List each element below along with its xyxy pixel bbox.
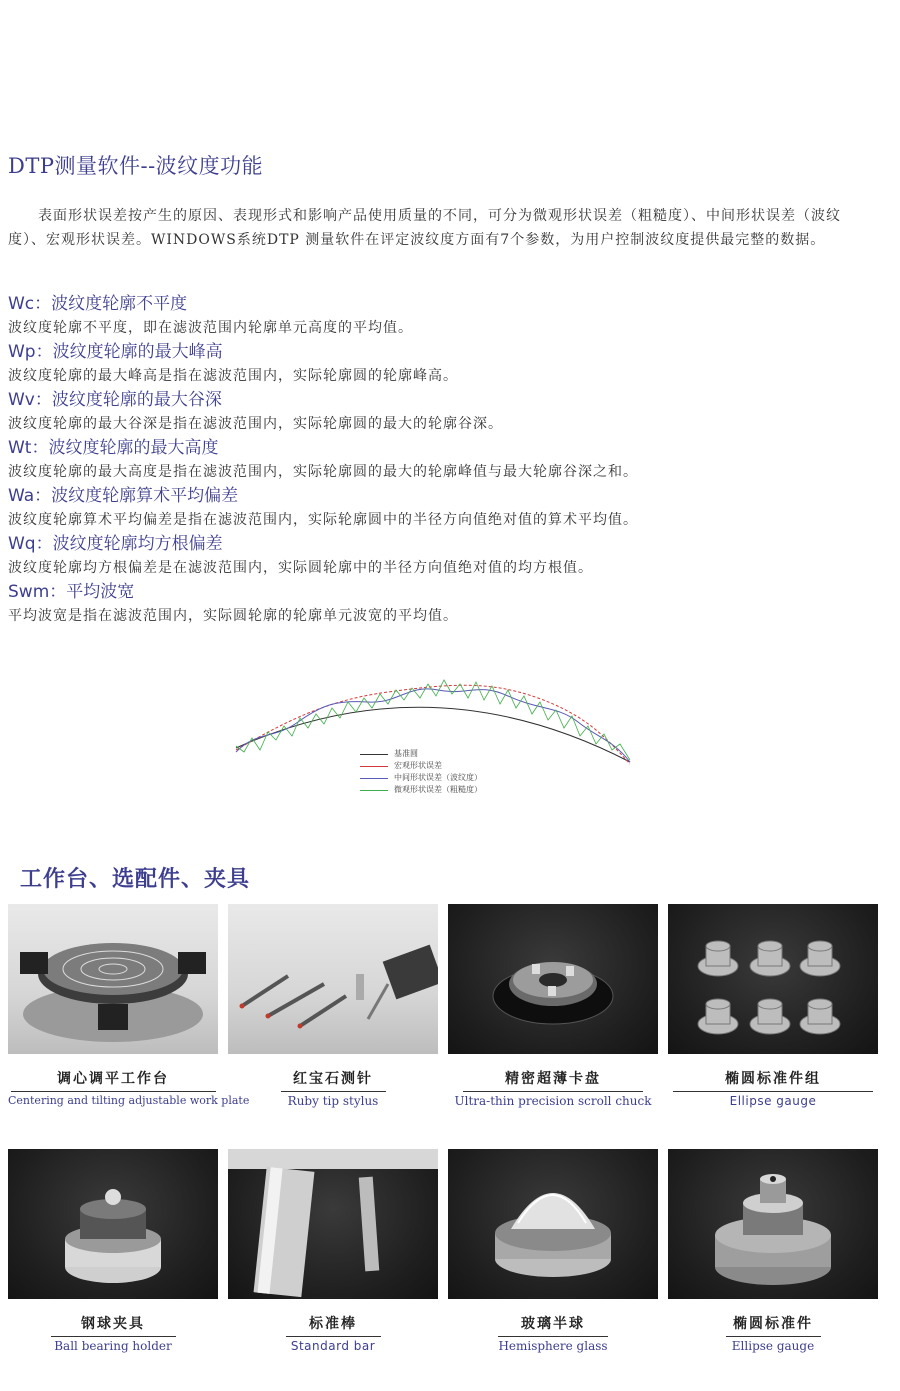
stylus-icon bbox=[228, 904, 438, 1054]
param-heading: Wv：波纹度轮廓的最大谷深 bbox=[8, 390, 222, 410]
product-card bbox=[448, 1149, 658, 1353]
product-name-cn: 精密超薄卡盘 bbox=[505, 1071, 601, 1087]
param-heading: Wt：波纹度轮廓的最大高度 bbox=[8, 438, 219, 458]
param-description: 波纹度轮廓不平度，即在滤波范围内轮廓单元高度的平均值。 bbox=[8, 320, 413, 336]
product-card bbox=[448, 904, 658, 1108]
product-name-en: Ultra-thin precision scroll chuck bbox=[454, 1094, 652, 1108]
param-description: 波纹度轮廓的最大高度是指在滤波范围内，实际轮廓圆的最大的轮廓峰值与最大轮廓谷深之和。 bbox=[8, 464, 638, 480]
product-name-en: Ellipse gauge bbox=[729, 1094, 817, 1108]
product-name-cn: 标准棒 bbox=[309, 1316, 357, 1332]
product-name-cn: 钢球夹具 bbox=[81, 1316, 145, 1332]
param-description: 波纹度轮廓均方根偏差是在滤波范围内，实际圆轮廓中的半径方向值绝对值的均方根值。 bbox=[8, 560, 593, 576]
divider bbox=[726, 1336, 821, 1337]
param-heading: Wp：波纹度轮廓的最大峰高 bbox=[8, 342, 223, 362]
product-name-en: Ball bearing holder bbox=[54, 1339, 172, 1353]
product-card bbox=[228, 904, 438, 1108]
legend-label: 中间形状误差（波纹度） bbox=[394, 773, 482, 782]
product-name-en: Standard bar bbox=[290, 1339, 376, 1353]
gauge-set-icon bbox=[668, 904, 878, 1054]
divider bbox=[463, 1091, 643, 1092]
product-card bbox=[8, 1149, 218, 1353]
intro-paragraph: 表面形状误差按产生的原因、表现形式和影响产品使用质量的不同，可分为微观形状误差（粗糙度）、中间形状误差（波纹度）、宏观形状误差。WINDOWS系统DTP 测量软件在评定波纹度方面有7个参数，为用户控制波纹度提供最完整的数据。 bbox=[8, 208, 841, 248]
product-name-en: Centering and tilting adjustable work plate bbox=[8, 1094, 250, 1107]
ellipse-gauge-icon bbox=[668, 1149, 878, 1299]
standard-bar-icon bbox=[228, 1149, 438, 1299]
product-card bbox=[8, 904, 250, 1107]
divider bbox=[498, 1336, 608, 1337]
param-description: 平均波宽是指在滤波范围内，实际圆轮廓的轮廓单元波宽的平均值。 bbox=[8, 608, 458, 624]
product-name-en: Ruby tip stylus bbox=[287, 1094, 379, 1108]
param-description: 波纹度轮廓的最大谷深是指在滤波范围内，实际轮廓圆的最大的轮廓谷深。 bbox=[8, 416, 503, 432]
product-card bbox=[668, 1149, 878, 1353]
product-name-en: Hemisphere glass bbox=[498, 1339, 608, 1353]
legend-label: 基准圆 bbox=[394, 749, 418, 758]
hemisphere-icon bbox=[448, 1149, 658, 1299]
work-plate-icon bbox=[8, 904, 218, 1054]
param-heading: Wc：波纹度轮廓不平度 bbox=[8, 294, 188, 314]
legend-label: 宏观形状误差 bbox=[394, 761, 442, 770]
divider bbox=[11, 1091, 216, 1092]
divider bbox=[51, 1336, 176, 1337]
param-description: 波纹度轮廓的最大峰高是指在滤波范围内，实际轮廓圆的轮廓峰高。 bbox=[8, 368, 458, 384]
param-heading: Wq：波纹度轮廓均方根偏差 bbox=[8, 534, 223, 554]
product-name-cn: 红宝石测针 bbox=[293, 1071, 373, 1087]
divider bbox=[281, 1091, 386, 1092]
product-name-cn: 玻璃半球 bbox=[521, 1316, 585, 1332]
param-heading: Wa：波纹度轮廓算术平均偏差 bbox=[8, 486, 239, 506]
product-card bbox=[228, 1149, 438, 1353]
divider bbox=[286, 1336, 381, 1337]
product-name-cn: 椭圆标准件组 bbox=[725, 1071, 821, 1087]
product-name-cn: 椭圆标准件 bbox=[733, 1316, 813, 1332]
param-description: 波纹度轮廓算术平均偏差是指在滤波范围内，实际轮廓圆中的半径方向值绝对值的算术平均值。 bbox=[8, 512, 638, 528]
param-heading: Swm：平均波宽 bbox=[8, 582, 135, 602]
product-name-en: Ellipse gauge bbox=[731, 1339, 815, 1353]
product-name-cn: 调心调平工作台 bbox=[57, 1071, 169, 1087]
page-title: DTP测量软件--波纹度功能 bbox=[8, 154, 264, 178]
accessories-section-title: 工作台、选配件、夹具 bbox=[20, 866, 251, 892]
product-card bbox=[668, 904, 878, 1108]
divider bbox=[673, 1091, 873, 1092]
legend-label: 微观形状误差（粗糙度） bbox=[394, 785, 482, 794]
chuck-icon bbox=[448, 904, 658, 1054]
ball-holder-icon bbox=[8, 1149, 218, 1299]
